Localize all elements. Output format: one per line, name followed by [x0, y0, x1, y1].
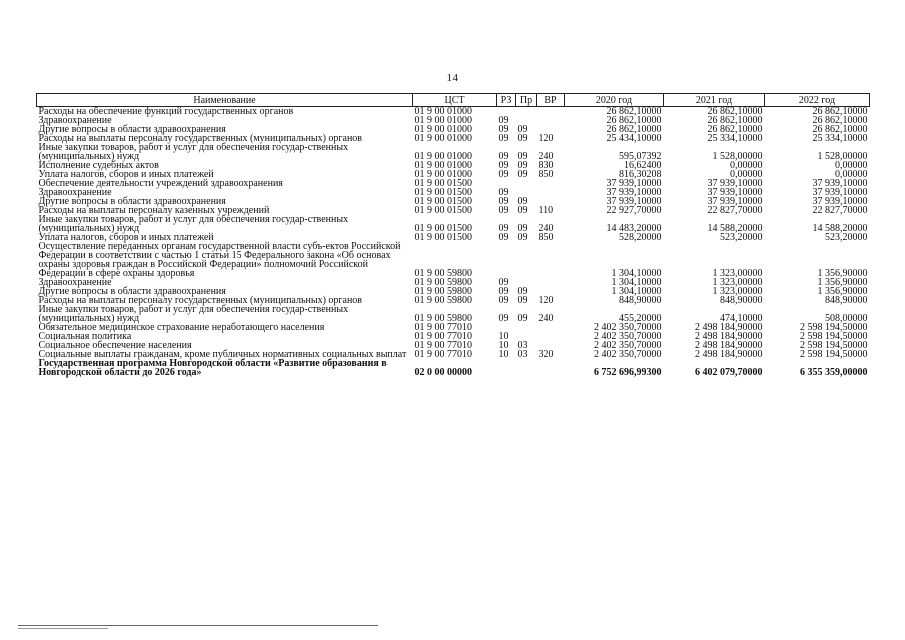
row-2020-cell: 848,90000 [619, 295, 662, 306]
row-2022-cell: 26 862,10000 [812, 106, 868, 117]
row-pr-cell: 09 [517, 169, 528, 180]
table-body [37, 107, 870, 378]
row-name-cell: Расходы на выплаты персоналу государственных (муниципальных) органов [38, 295, 363, 306]
row-name-cell: Иные закупки товаров, работ и услуг для обеспечения государ-ственных (муниципальных) нужд [38, 214, 349, 234]
row-2021-cell: 848,90000 [720, 295, 763, 306]
row-vr-cell: 120 [538, 133, 554, 144]
row-2022-cell: 2 598 194,50000 [800, 349, 868, 360]
row-2021-cell: 25 334,10000 [707, 133, 763, 144]
row-vr-cell: 110 [538, 205, 554, 216]
row-2020-cell: 22 927,70000 [606, 205, 662, 216]
row-cst-cell: 01 9 00 59800 [414, 295, 472, 306]
row-pr-cell [516, 359, 537, 377]
row-rz-cell: 10 [498, 331, 509, 342]
row-cst-cell: 01 9 00 77010 [414, 349, 472, 360]
row-vr-cell [537, 179, 565, 188]
table-row [37, 242, 870, 278]
row-vr-cell [537, 116, 565, 125]
row-cst-cell: 01 9 00 01000 [414, 151, 472, 162]
row-cst-cell: 02 0 00 00000 [414, 367, 472, 378]
row-cst-cell: 01 9 00 59800 [414, 313, 472, 324]
row-pr-cell [516, 242, 537, 278]
row-2021-cell: 1 323,00000 [712, 286, 763, 297]
table-row [37, 215, 870, 233]
row-cst-cell: 01 9 00 77010 [414, 340, 472, 351]
table-header-row [37, 94, 870, 107]
row-2021-cell: 2 498 184,90000 [695, 331, 763, 342]
row-2022-cell: 22 827,70000 [812, 205, 868, 216]
row-2021-cell: 37 939,10000 [707, 178, 763, 189]
row-rz-cell: 09 [498, 115, 509, 126]
row-2020-cell: 455,20000 [619, 313, 662, 324]
row-2022-cell: 508,00000 [825, 313, 868, 324]
row-2022-cell: 2 598 194,50000 [800, 340, 868, 351]
row-vr-cell: 320 [538, 349, 554, 360]
row-2020-cell: 26 862,10000 [606, 124, 662, 135]
page-number: 14 [446, 72, 459, 84]
row-rz-cell: 09 [498, 223, 509, 234]
row-cst-cell: 01 9 00 01000 [414, 124, 472, 135]
row-vr-cell: 120 [538, 295, 554, 306]
row-2022-cell: 1 356,90000 [817, 286, 868, 297]
row-pr-cell: 09 [517, 133, 528, 144]
table-row [37, 305, 870, 323]
row-name-cell: Осуществление переданных органам государственной власти субъ-ектов Российской Федерации в соответствии с частью 1 статьи 15 Федерального закона «Об основах охраны здоровья граждан в Российской Федерации» полномочий Российской Федерации в сфере охраны здоровья [38, 241, 401, 279]
row-rz-cell [497, 359, 516, 377]
row-2022-cell: 37 939,10000 [812, 187, 868, 198]
row-2021-cell: 2 498 184,90000 [695, 349, 763, 360]
row-2020-cell: 26 862,10000 [606, 115, 662, 126]
row-name-cell: Здравоохранение [38, 277, 112, 288]
row-name-cell: Здравоохранение [38, 115, 112, 126]
row-rz-cell: 10 [498, 349, 509, 360]
row-pr-cell: 09 [517, 196, 528, 207]
row-2020-cell: 26 862,10000 [606, 106, 662, 117]
row-rz-cell: 09 [498, 205, 509, 216]
row-cst-cell: 01 9 00 01500 [414, 205, 472, 216]
row-2022-cell: 6 355 359,00000 [800, 367, 868, 378]
row-2020-cell: 2 402 350,70000 [594, 322, 662, 333]
row-vr-cell: 240 [538, 151, 554, 162]
row-pr-cell: 09 [517, 313, 528, 324]
budget-table [36, 93, 870, 377]
row-rz-cell: 09 [498, 187, 509, 198]
row-rz-cell: 09 [498, 286, 509, 297]
row-pr-cell [516, 179, 537, 188]
row-name-cell: Расходы на выплаты персоналу государственных (муниципальных) органов [38, 133, 363, 144]
row-2021-cell: 6 402 079,70000 [695, 367, 763, 378]
row-cst-cell: 01 9 00 01000 [414, 169, 472, 180]
row-2021-cell: 26 862,10000 [707, 106, 763, 117]
row-pr-cell: 09 [517, 160, 528, 171]
row-2021-cell: 37 939,10000 [707, 196, 763, 207]
row-cst-cell: 01 9 00 01000 [414, 133, 472, 144]
row-rz-cell: 09 [498, 169, 509, 180]
row-pr-cell [516, 323, 537, 332]
row-cst-cell: 01 9 00 01000 [414, 106, 472, 117]
row-pr-cell: 09 [517, 286, 528, 297]
row-2021-cell: 0,00000 [730, 169, 763, 180]
table-row [37, 359, 870, 377]
row-2022-cell: 523,20000 [825, 232, 868, 243]
row-2021-cell: 22 827,70000 [707, 205, 763, 216]
row-name-cell: Здравоохранение [38, 187, 112, 198]
row-2020-cell: 14 483,20000 [606, 223, 662, 234]
row-2022-cell: 1 528,00000 [817, 151, 868, 162]
row-vr-cell [537, 242, 565, 278]
row-rz-cell: 09 [498, 124, 509, 135]
row-vr-cell [537, 278, 565, 287]
row-cst-cell: 01 9 00 77010 [414, 322, 472, 333]
row-2020-cell: 37 939,10000 [606, 187, 662, 198]
row-rz-cell: 09 [498, 160, 509, 171]
row-2021-cell: 1 323,00000 [712, 277, 763, 288]
row-2022-cell: 25 334,10000 [812, 133, 868, 144]
row-2021-cell: 0,00000 [730, 160, 763, 171]
row-cst-cell: 01 9 00 01500 [414, 187, 472, 198]
row-pr-cell: 09 [517, 223, 528, 234]
row-2021-cell: 26 862,10000 [707, 124, 763, 135]
row-2020-cell: 2 402 350,70000 [594, 340, 662, 351]
row-pr-cell: 03 [517, 340, 528, 351]
row-2020-cell: 816,30208 [619, 169, 662, 180]
row-rz-cell: 09 [498, 151, 509, 162]
row-rz-cell: 09 [498, 277, 509, 288]
table-row [37, 143, 870, 161]
row-vr-cell: 830 [538, 160, 554, 171]
row-2022-cell: 1 356,90000 [817, 277, 868, 288]
row-2022-cell: 848,90000 [825, 295, 868, 306]
row-2022-cell: 26 862,10000 [812, 115, 868, 126]
row-vr-cell: 240 [538, 313, 554, 324]
row-2022-cell: 0,00000 [835, 169, 868, 180]
row-2020-cell: 16,62400 [624, 160, 662, 171]
footer-rule-short [18, 628, 108, 629]
header-cst: ЦСТ [413, 94, 497, 107]
row-name-cell: Другие вопросы в области здравоохранения [38, 286, 226, 297]
row-2021-cell: 2 498 184,90000 [695, 340, 763, 351]
row-pr-cell: 09 [517, 124, 528, 135]
row-cst-cell: 01 9 00 59800 [414, 277, 472, 288]
row-2022-cell: 2 598 194,50000 [800, 331, 868, 342]
row-name-cell: Обязательное медицинское страхование неработающего населения [38, 322, 325, 333]
row-cst-cell: 01 9 00 59800 [414, 268, 472, 279]
header-name: Наименование [37, 94, 413, 107]
row-cst-cell: 01 9 00 01000 [414, 115, 472, 126]
row-pr-cell: 09 [517, 205, 528, 216]
row-2020-cell: 2 402 350,70000 [594, 331, 662, 342]
row-name-cell: Обеспечение деятельности учреждений здравоохранения [38, 178, 283, 189]
row-2020-cell: 528,20000 [619, 232, 662, 243]
row-cst-cell: 01 9 00 01500 [414, 232, 472, 243]
header-rz: РЗ [497, 94, 516, 107]
row-pr-cell [516, 107, 537, 117]
row-name-cell: Иные закупки товаров, работ и услуг для обеспечения государ-ственных (муниципальных) нужд [38, 304, 349, 324]
header-pr: Пр [516, 94, 537, 107]
row-vr-cell [537, 188, 565, 197]
row-2020-cell: 6 752 696,99300 [594, 367, 662, 378]
row-pr-cell: 09 [517, 295, 528, 306]
row-rz-cell: 10 [498, 340, 509, 351]
row-vr-cell: 850 [538, 232, 554, 243]
header-2021: 2021 год [664, 94, 765, 107]
row-2020-cell: 37 939,10000 [606, 196, 662, 207]
row-name-cell: Исполнение судебных актов [38, 160, 159, 171]
row-2020-cell: 37 939,10000 [606, 178, 662, 189]
row-rz-cell: 09 [498, 133, 509, 144]
row-2022-cell: 37 939,10000 [812, 196, 868, 207]
row-2021-cell: 26 862,10000 [707, 115, 763, 126]
row-name-cell: Другие вопросы в области здравоохранения [38, 124, 226, 135]
header-2020: 2020 год [565, 94, 664, 107]
row-2021-cell: 1 528,00000 [712, 151, 763, 162]
footer-rule [18, 625, 378, 626]
row-vr-cell [537, 323, 565, 332]
row-name-cell: Государственная программа Новгородской области «Развитие образования в Новгородской области до 2026 года» [38, 358, 387, 378]
row-2020-cell: 1 304,10000 [611, 286, 662, 297]
row-rz-cell [497, 242, 516, 278]
row-2020-cell: 595,07392 [619, 151, 662, 162]
row-2022-cell: 26 862,10000 [812, 124, 868, 135]
row-cst-cell: 01 9 00 59800 [414, 286, 472, 297]
row-rz-cell: 09 [498, 295, 509, 306]
row-name-cell: Социальное обеспечение населения [38, 340, 192, 351]
row-2021-cell: 2 498 184,90000 [695, 322, 763, 333]
header-2022: 2022 год [765, 94, 870, 107]
row-2020-cell: 25 434,10000 [606, 133, 662, 144]
row-2020-cell: 2 402 350,70000 [594, 349, 662, 360]
row-name-cell: Социальная политика [38, 331, 132, 342]
row-2021-cell: 523,20000 [720, 232, 763, 243]
row-2021-cell: 474,10000 [720, 313, 763, 324]
row-2021-cell: 1 323,00000 [712, 268, 763, 279]
row-name-cell: Иные закупки товаров, работ и услуг для обеспечения государ-ственных (муниципальных) нужд [38, 142, 349, 162]
row-vr-cell [537, 359, 565, 377]
row-cst-cell: 01 9 00 01500 [414, 178, 472, 189]
row-cst-cell: 01 9 00 01500 [414, 196, 472, 207]
row-pr-cell: 09 [517, 151, 528, 162]
row-2022-cell: 14 588,20000 [812, 223, 868, 234]
row-pr-cell: 09 [517, 232, 528, 243]
row-rz-cell: 09 [498, 232, 509, 243]
row-cst-cell: 01 9 00 01000 [414, 160, 472, 171]
row-vr-cell: 240 [538, 223, 554, 234]
row-2020-cell: 1 304,10000 [611, 277, 662, 288]
row-2022-cell: 1 356,90000 [817, 268, 868, 279]
row-vr-cell: 850 [538, 169, 554, 180]
row-2022-cell: 0,00000 [835, 160, 868, 171]
row-2021-cell: 37 939,10000 [707, 187, 763, 198]
row-rz-cell: 09 [498, 196, 509, 207]
row-name-cell: Расходы на обеспечение функций государственных органов [38, 106, 294, 117]
row-name-cell: Уплата налогов, сборов и иных платежей [38, 169, 214, 180]
row-rz-cell: 09 [498, 313, 509, 324]
row-vr-cell [537, 107, 565, 117]
row-name-cell: Расходы на выплаты персоналу казенных учреждений [38, 205, 270, 216]
row-2022-cell: 2 598 194,50000 [800, 322, 868, 333]
row-cst-cell: 01 9 00 77010 [414, 331, 472, 342]
row-2021-cell: 14 588,20000 [707, 223, 763, 234]
row-vr-cell [537, 332, 565, 341]
row-name-cell: Социальные выплаты гражданам, кроме публичных нормативных социальных выплат [38, 349, 407, 360]
row-2022-cell: 37 939,10000 [812, 178, 868, 189]
row-name-cell: Другие вопросы в области здравоохранения [38, 196, 226, 207]
row-pr-cell: 03 [517, 349, 528, 360]
header-vr: ВР [537, 94, 565, 107]
row-2020-cell: 1 304,10000 [611, 268, 662, 279]
row-name-cell: Уплата налогов, сборов и иных платежей [38, 232, 214, 243]
row-cst-cell: 01 9 00 01500 [414, 223, 472, 234]
